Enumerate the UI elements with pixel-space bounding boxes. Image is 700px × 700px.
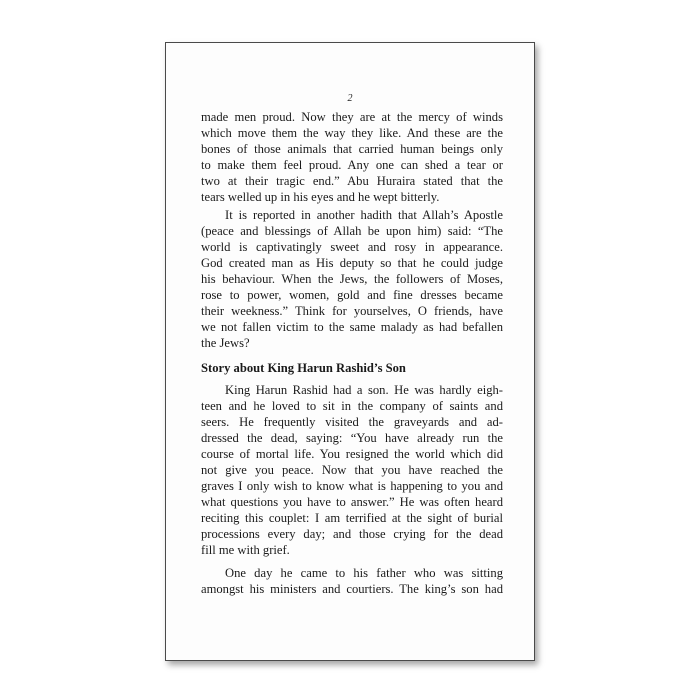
text-line: world is captivatingly sweet and rosy in appearance.: [201, 240, 503, 254]
page-number: 2: [347, 93, 353, 104]
text-line: which move them the way they like. And these are the: [201, 126, 503, 140]
text-line: rose to power, women, gold and fine dresses became: [201, 288, 503, 302]
book-page: [165, 42, 535, 661]
paragraph-4: [201, 565, 503, 597]
text-line: not give you peace. Now that you have reached the: [201, 463, 503, 477]
text-line: processions every day; and those crying for the dead: [201, 527, 503, 541]
text-line: the Jews?: [201, 336, 250, 350]
paragraph-3: [201, 382, 503, 558]
text-line: One day he came to his father who was sitting: [225, 566, 503, 580]
text-line: reciting this couplet: I am terrified at the sight of burial: [201, 511, 503, 525]
text-line: two at their tragic end.” Abu Huraira stated that the: [201, 174, 503, 188]
text-line: (peace and blessings of Allah be upon him) said: “The: [201, 224, 503, 238]
text-line: dressed the dead, saying: “You have already run the: [201, 431, 503, 445]
paragraph-1: [201, 109, 503, 205]
section-heading: Story about King Harun Rashid’s Son: [201, 361, 406, 375]
page-text: [201, 109, 503, 597]
text-line: his behaviour. When the Jews, the followers of Moses,: [201, 272, 503, 286]
text-line: tears welled up in his eyes and he wept bitterly.: [201, 190, 440, 204]
text-line: their weekness.” Think for yourselves, O friends, have: [201, 304, 503, 318]
text-line: what questions you have to answer.” He was often heard: [201, 495, 503, 509]
text-line: God created man as His deputy so that he could judge: [201, 256, 503, 270]
text-line: teen and he loved to sit in the company of saints and: [201, 399, 503, 413]
text-line: graves I only wish to know what is happening to you and: [201, 479, 503, 493]
text-line: made men proud. Now they are at the mercy of winds: [201, 110, 503, 124]
text-line: fill me with grief.: [201, 543, 290, 557]
paragraph-2: [201, 207, 503, 351]
text-line: bones of those animals that carried human beings only: [201, 142, 503, 156]
text-line: seers. He frequently visited the graveyards and ad-: [201, 415, 503, 429]
text-line: amongst his ministers and courtiers. The king’s son had: [201, 582, 503, 596]
text-line: course of mortal life. You resigned the world which did: [201, 447, 503, 461]
text-line: to make them feel proud. Any one can shed a tear or: [201, 158, 503, 172]
text-line: It is reported in another hadith that Allah’s Apostle: [225, 208, 503, 222]
text-line: King Harun Rashid had a son. He was hardly eigh-: [225, 383, 503, 397]
text-line: we not fallen victim to the same malady as had befallen: [201, 320, 503, 334]
